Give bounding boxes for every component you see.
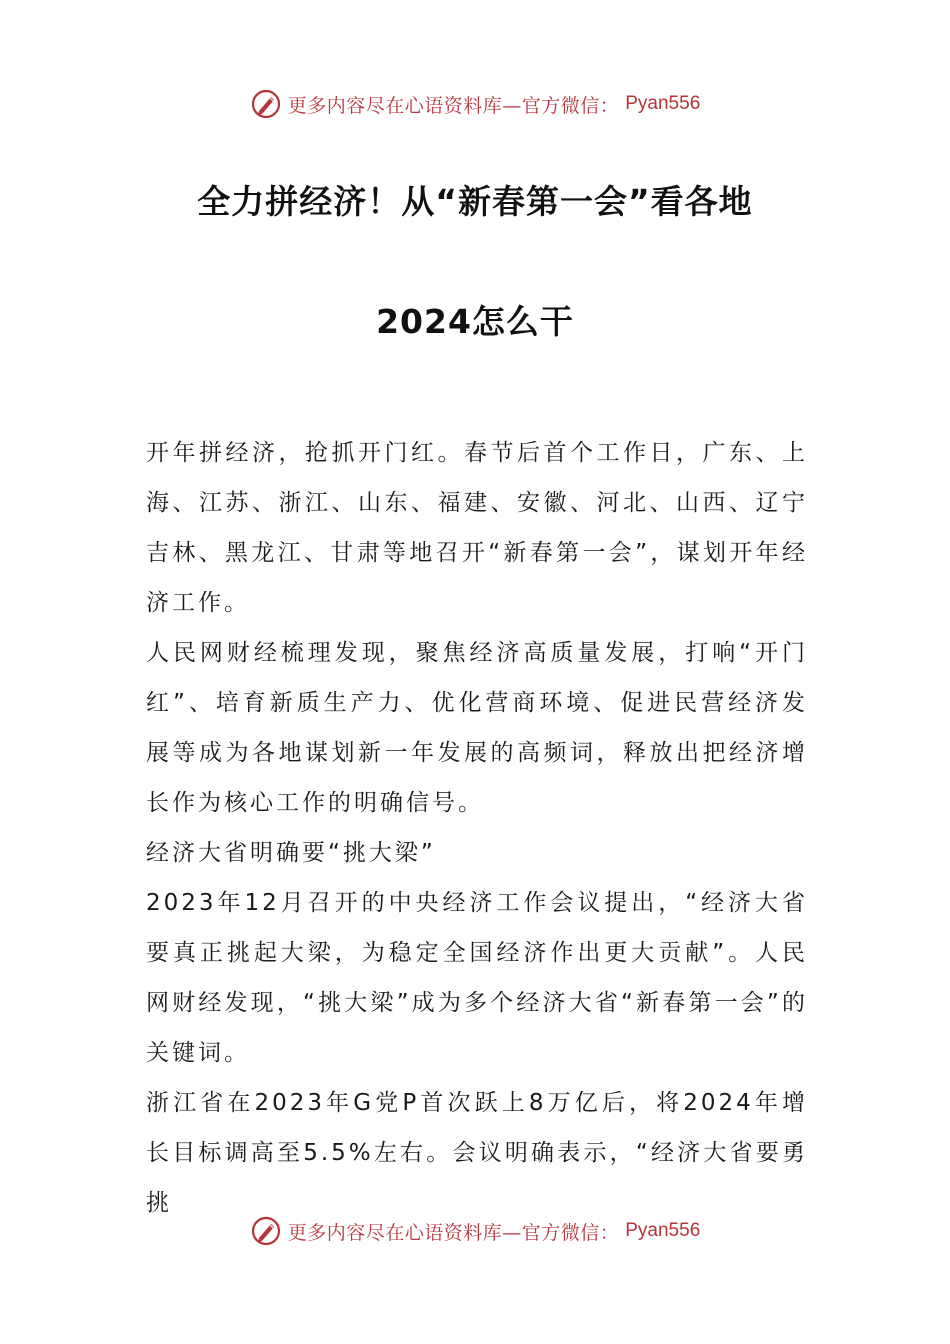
footer-watermark — [0, 1211, 950, 1251]
watermark-text: 更多内容尽在心语资料库—官方微信： — [287, 1221, 620, 1244]
watermark-wechat-id: Pyan556 — [625, 93, 701, 114]
paragraph-conference: 2023年12月召开的中央经济工作会议提出，“经济大省要真正挑起大梁，为稳定全国经济作出更大贡献”。人民网财经发现，“挑大梁”成为多个经济大省“新春第一会”的关键词。 — [146, 890, 808, 1066]
paragraph-intro: 开年拼经济，抢抓开门红。春节后首个工作日，广东、上海、江苏、浙江、山东、福建、安徽、河北、山西、辽宁吉林、黑龙江、甘肃等地召开“新春第一会”，谋划开年经济工作。 — [146, 440, 808, 616]
section-heading: 经济大省明确要“挑大梁” — [146, 840, 436, 866]
paragraph-zhejiang: 浙江省在2023年G党P首次跃上8万亿后，将2024年增长目标调高至5.5%左右。会议明确表示，“经济大省要勇挑 — [146, 1090, 808, 1216]
watermark-text: 更多内容尽在心语资料库—官方微信： — [287, 94, 620, 117]
article-body — [146, 428, 808, 1228]
header-watermark — [0, 84, 950, 124]
paragraph-analysis: 人民网财经梳理发现，聚焦经济高质量发展，打响“开门红”、培育新质生产力、优化营商环境、促进民营经济发展等成为各地谋划新一年发展的高频词，释放出把经济增长作为核心工作的明确信号。 — [146, 640, 808, 816]
document-title-line-1: 全力拼经济！从“新春第一会”看各地 — [197, 182, 753, 221]
document-title-line-2: 2024怎么干 — [376, 302, 574, 341]
pen-logo-icon — [250, 88, 282, 120]
watermark-wechat-id: Pyan556 — [625, 1220, 701, 1241]
pen-logo-icon — [250, 1215, 282, 1247]
